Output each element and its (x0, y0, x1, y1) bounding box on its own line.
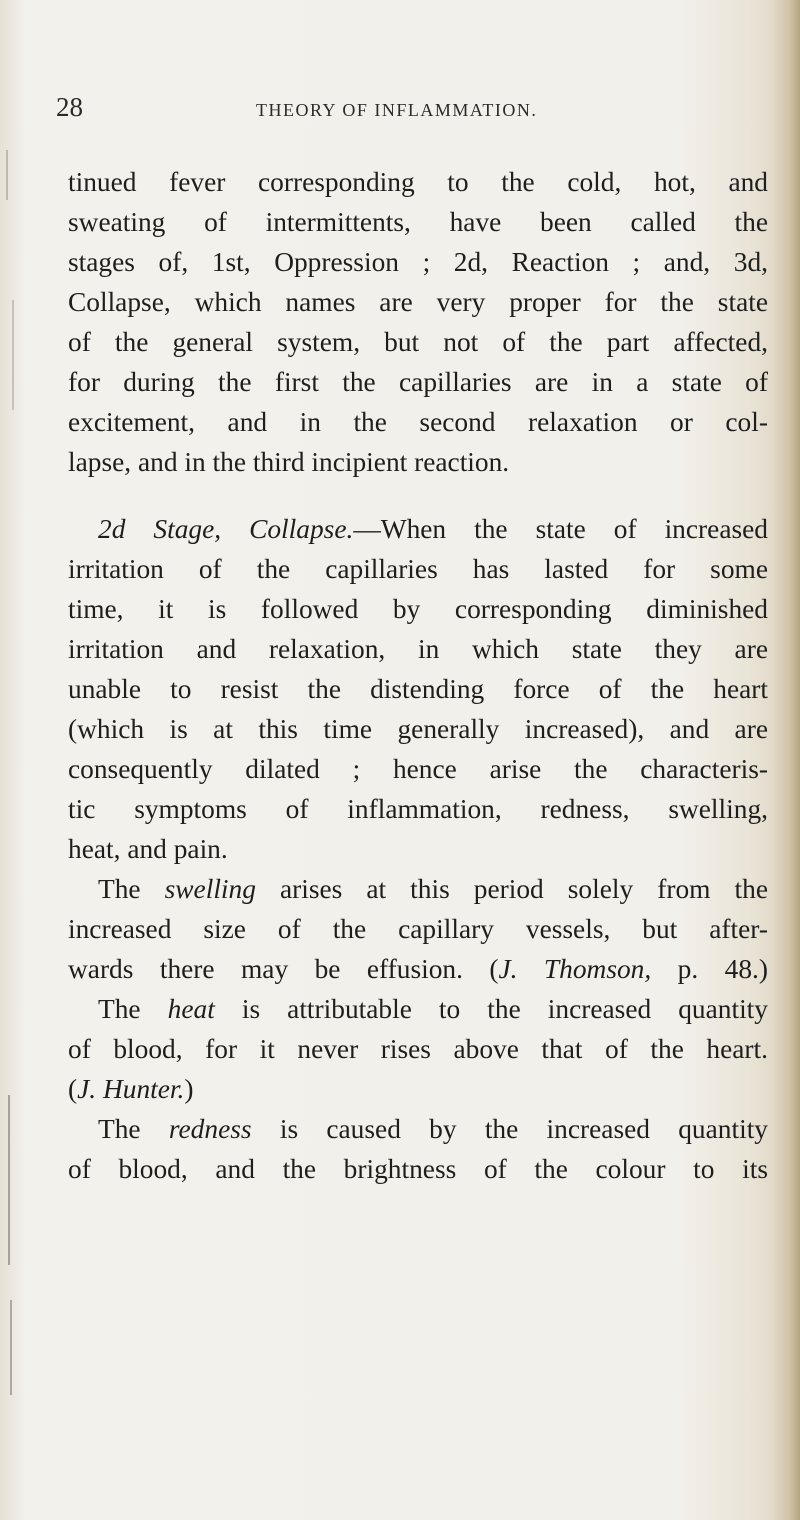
text-line (68, 869, 768, 909)
text-line: for during the first the capillaries are in a state of (68, 367, 768, 397)
text-span: p. 48.) (677, 954, 768, 984)
paragraph-gap (68, 482, 768, 509)
text-line: heat, and pain. (68, 834, 228, 864)
text-line: time, it is followed by corresponding diminished (68, 594, 768, 624)
body-text (68, 162, 768, 1189)
text-line: tic symptoms of inflammation, redness, swelling, (68, 794, 768, 824)
text-span: ( (68, 1074, 78, 1104)
text-span: The (98, 1114, 141, 1144)
text-line: tinued fever corresponding to the cold, hot, and (68, 167, 768, 197)
page-left-edge-shading (0, 0, 26, 1520)
text-span: arises at this period solely from the (279, 874, 768, 904)
text-span: The (98, 994, 141, 1024)
text-line: lapse, and in the third incipient reaction. (68, 447, 510, 477)
text-line: of blood, for it never rises above that of the heart. (68, 1034, 768, 1064)
text-line (68, 509, 768, 549)
text-line: stages of, 1st, Oppression ; 2d, Reaction ; and, 3d, (68, 247, 768, 277)
text-line (68, 1069, 768, 1109)
italic-term: swelling (164, 874, 256, 904)
text-line: unable to resist the distending force of the heart (68, 674, 768, 704)
text-span: —When the state of increased (353, 514, 768, 544)
text-line: of blood, and the brightness of the colour to its (68, 1154, 768, 1184)
paragraph-heat (68, 989, 768, 1109)
text-line (68, 949, 768, 989)
margin-mark (12, 300, 14, 410)
text-line: excitement, and in the second relaxation or col- (68, 407, 768, 437)
margin-mark (8, 1095, 10, 1265)
section-heading: 2d Stage, Collapse. (98, 514, 354, 544)
text-line: increased size of the capillary vessels, but after- (68, 914, 768, 944)
italic-term: redness (168, 1114, 252, 1144)
text-line (68, 1109, 768, 1149)
citation: J. Thomson, (498, 954, 652, 984)
text-span: is caused by the increased quantity (279, 1114, 768, 1144)
text-line: consequently dilated ; hence arise the characteris- (68, 754, 768, 784)
page-number: 28 (56, 92, 83, 122)
margin-mark (6, 150, 8, 200)
page-header (56, 92, 756, 132)
text-line: (which is at this time generally increased), and are (68, 714, 768, 744)
text-span: ) (184, 1074, 194, 1104)
paragraph-swelling (68, 869, 768, 989)
citation: J. Hunter. (77, 1074, 185, 1104)
paragraph-stages (68, 162, 768, 482)
running-head: THEORY OF INFLAMMATION. (256, 100, 538, 120)
text-span: The (98, 874, 141, 904)
text-line: irritation of the capillaries has lasted for some (68, 554, 768, 584)
text-line: irritation and relaxation, in which state they are (68, 634, 768, 664)
text-line (68, 989, 768, 1029)
text-line: Collapse, which names are very proper for the state (68, 287, 768, 317)
margin-mark (10, 1300, 12, 1395)
paragraph-collapse (68, 509, 768, 869)
text-span: wards there may be effusion. ( (68, 954, 499, 984)
italic-term: heat (167, 994, 215, 1024)
page-right-edge-shading (772, 0, 800, 1520)
paragraph-redness (68, 1109, 768, 1189)
text-line: sweating of intermittents, have been called the (68, 207, 768, 237)
text-line: of the general system, but not of the part affected, (68, 327, 768, 357)
text-span: is attributable to the increased quantity (241, 994, 768, 1024)
